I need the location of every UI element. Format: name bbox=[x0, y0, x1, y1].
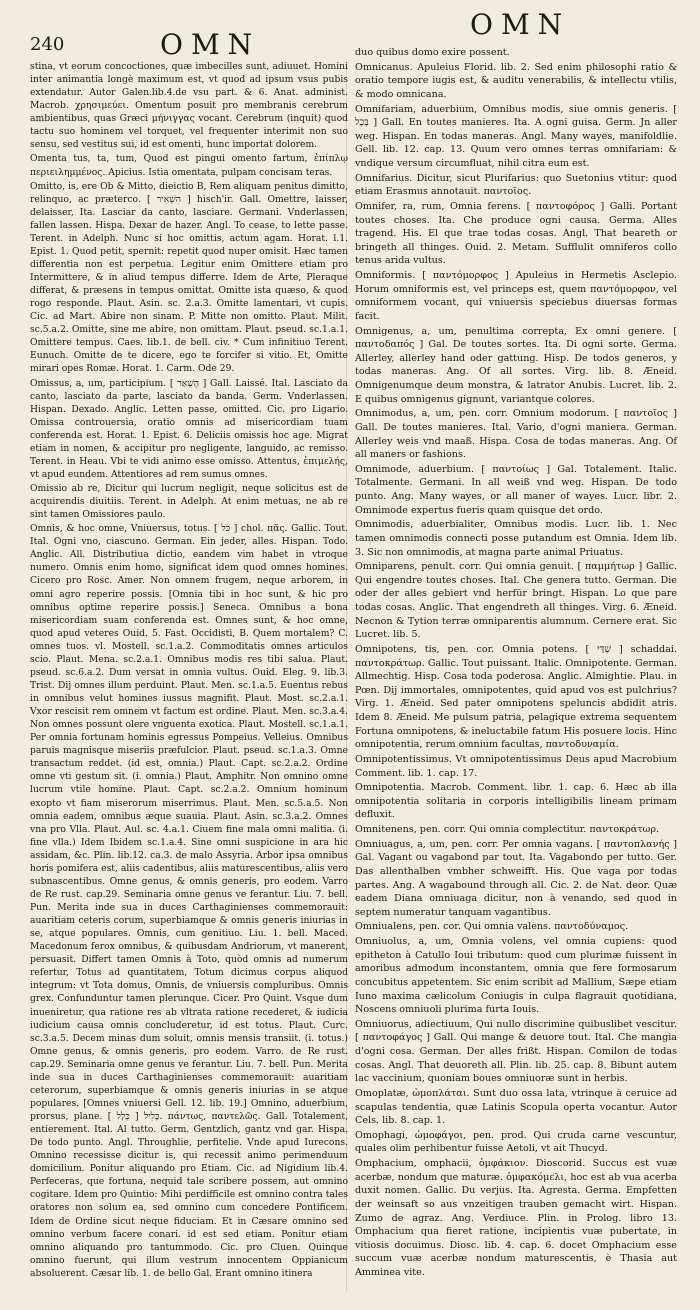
dictionary-entry: Omnimode, aduerbium. [ παντοίως ] Gal. Totalement. Italic. Totalmente. Germani. In all weiß vnd weg. Hispan. De todo punto. Ang. Many wayes, or all maner of wayes. Lucr. libr. 2. Omnimode expertus fueris quam quisque det ordo. bbox=[355, 463, 677, 516]
dictionary-entry: Omnicanus. Apuleius Florid. lib. 2. Sed enim philosophi ratio & oratio tempore iugis est, & auditu venerabilis, & intellectu vtilis, & modo omnicana. bbox=[355, 61, 677, 100]
right-column bbox=[355, 46, 677, 1280]
dictionary-entry: Omnifarius. Dicitur, sicut Plurifarius: quo Suetonius vtitur: quod etiam Erasmus annotauit. παντοῖος. bbox=[355, 172, 677, 198]
dictionary-entry: Omnimodis, aduerbialiter, Omnibus modis. Lucr. lib. 1. Nec tamen omnimodis connecti posse putandum est Omnia. Idem lib. 3. Sic non omnimodis, at magna parte animal Priuatus. bbox=[355, 519, 677, 558]
dictionary-entry: stina, vt eorum concoctiones, quæ imbecilles sunt, adiuuet. Homini inter animantia longè maximum est, vt quod ad ipsum vsus pubis extendatur. Autor Galen.lib.4.de vsu part. & 6. Anat. administ. Macrob. χρησιμεύει. Omentum posuit pro membranis cerebrum ambientibus, quas Græci μήνιγγας vocant. Cerebrum (inquit) quod tactu suo hominem vel torquet, vel frequenter interimit non suo sensu, sed vestitus sui, id est omenti, hunc importat dolorem. bbox=[30, 61, 348, 151]
dictionary-entry: Omnipotentissimus. Vt omnipotentissimus Deus apud Macrobium Comment. lib. 1. cap. 17. bbox=[355, 753, 677, 779]
dictionary-entry: Omniuorus, adiectiuum, Qui nullo discrimine quibuslibet vescitur. [ παντοφάγος ] Gall. Qui mange & deuore tout. Ital. Che mangia d'ogni cosa. German. Der alles frißt. Hispan. Comilon de todas cosas. Angl. That deuoreth all. Plin. lib. 25. cap. 8. Bibunt autem lac vaccinium, quoniam boues omniuoræ sunt in herbis. bbox=[355, 1018, 677, 1085]
dictionary-entry: Omoplatæ, ὠμοπλάται. Sunt duo ossa lata, vtrinque à ceruice ad scapulas tendentia, quæ Latinis Scopula operta vocantur. Autor Cels. lib. 8. cap. 1. bbox=[355, 1087, 677, 1127]
dictionary-entry: Omenta tus, ta, tum, Quod est pingui omento fartum, ἐπίπλῳ περιειλημμένος. Apicius. Istia omentata, pulpam concisam teras. bbox=[30, 153, 348, 178]
dictionary-entry: Omnifariam, aduerbium, Omnibus modis, siue omnis generis. [ בְּכָל ] Gall. En toutes manieres. Ita. A ogni guisa. Germ. Jn aller weg. Hispan. En todas maneras. Angl. Many wayes, manifoldlie. Gell. lib. 12. cap. 13. Quum vero omnes terras omnifariam: & vndique versum circumfluat, nihil citra eum est. bbox=[355, 103, 677, 169]
dictionary-entry: Omnimodus, a, um, pen. corr. Omnium modorum. [ παντοῖος ] Gall. De toutes manieres. Ital. Vario, d'ogni maniera. German. Allerley weis vnd maaß. Hispa. Cosa de todas maneras. Ang. Of all maners or fashions. bbox=[355, 408, 677, 461]
dictionary-entry: Omnitenens, pen. corr. Qui omnia complectitur. παντοκράτωρ. bbox=[355, 824, 660, 835]
running-head-right: OMN bbox=[470, 8, 571, 41]
running-head-left: OMN bbox=[160, 28, 261, 61]
dictionary-entry: Omophagi, ὠμοφάγοι, pen. prod. Qui cruda carne vescuntur, quales olim perhibentur fuisse Aetoli, vt ait Thucyd. bbox=[355, 1129, 677, 1155]
dictionary-entry: Omnigenus, a, um, penultima correpta, Ex omni genere. [ παντοδαπός ] Gal. De toutes sortes. Ita. Di ogni sorte. Germa. Allerley, allerley hand oder gattung. Hisp. De todos generos, y todas maneras. Ang. Of all sortes. Virg. lib. 8. Æneid. Omnigenumque deum monstra, & latrator Anubis. Lucret. lib. 2. E quibus omnigenus gignunt, variantque colores. bbox=[355, 325, 677, 405]
left-column bbox=[30, 60, 348, 1280]
dictionary-entry: duo quibus domo exire possent. bbox=[355, 47, 510, 58]
dictionary-entry: Omniparens, penult. corr. Qui omnia genuit. [ παμμήτωρ ] Gallic. Qui engendre toutes choses. Ital. Che genera tutto. German. Die oder der alles gebiert vnd herfür bringt. Hispan. Lo que pare todas cosas. Anglic. That engendreth all thinges. Virg. 6. Æneid. Necnon & Tytion terræ omniparentis alumnum. Cernere erat. Sic Lucret. lib. 5. bbox=[355, 561, 677, 641]
dictionary-entry: Omnifer, ra, rum, Omnia ferens. [ παντοφόρος ] Galli. Portant toutes choses. Ita. Che produce ogni causa. Germa. Alles tragend. His. El que trae todas cosas. Angl. That beareth or bringeth all thinges. Ouid. 2. Metam. Sufflulit omniferos collo tenus arida vultus. bbox=[355, 200, 677, 267]
dictionary-entry: Omitto, is, ere Ob & Mitto, dieictio B, Rem aliquam penitus dimitto, relinquo, ac præterco. [ הִשְׁאִיר ] hisch'ir. Gall. Omettre, laisser, delaisser, Ita. Lasciar da canto, lasciare. Germani. Vnderlassen, fallen lassen. Hispa. Dexar de hazer. Angl. To cease, to lette passe. Terent. in Adelph. Nunc si hoc omittis, actum agam. Horat. l.1. Epist. 1. Quod petit, spernit: repetit quod nuper omisit. Hæc tamen differentia non est perpetua. Legitur enim Omittere etiam pro Intermittere, & in aliud tempus differre. Idem de Arte, Pleraque differat, & præsens in tempus omittat. Omitte ista quæso, & quod rogo responde. Plaut. Asin. sc. 2.a.3. Omitte lamentari, vt cupis. Cic. ad Mart. Abire non sinam. P. Mitte non omitto. Plaut. Milit. sc.5.a.2. Omitte, sine me abire, non omittam. Plaut. pseud. sc.1.a.1. Omittere tempus. Caes. lib.1. de bell. civ. * Cum infinitiuo Terent. Eunuch. Omitte de te dicere, ego te forcifer si vitio. Et, Omitte mirari opes Romæ. Horat. 1. Carm. Ode 29. bbox=[30, 180, 348, 375]
dictionary-entry: Omniuolus, a, um, Omnia volens, vel omnia cupiens: quod epitheton à Catullo Ioui tributum: quod cum plurimæ fuissent in amoribus admodum inconstantem, omnia que fere formosarum concubitus appetentem. Sic enim scribit ad Mallium, Sæpe etiam Iuno maxima cælicolum Coniugis in culpa flagrauit quotidiana, Noscens omniuoli plurima furta Iouis. bbox=[355, 936, 677, 1016]
dictionary-entry: Omnipotentia. Macrob. Comment. libr. 1. cap. 6. Hæc ab illa omnipotentia solitaria in corporis intelligibilis lineam primam defluxit. bbox=[355, 782, 677, 821]
dictionary-entry: Omnis, & hoc omne, Vniuersus, totus. [ כֹּל ] chol. πᾶς. Gallic. Tout. Ital. Ogni vno, ciascuno. German. Ein jeder, alles. Hispan. Todo. Anglic. All. Distributiua dictio, eandem vim habet in vtroque numero. Omnis enim homo, significat idem quod omnes homines. Cicero pro Rosc. Amer. Non omnem frugem, neque arborem, in omni agro reperire possis. [Omnia tibi in hoc sunt, & hic pro omnibus optime reperire possis.] Seneca. Omnibus a bona misericordiam suam conferenda est. Omnes sunt, & hoc omne, quod apud veteres Ouid. 5. Fast. Occidisti, B. Quem mortalem? C. omnes tuos. vl. Mostell. sc.1.a.2. Commoditatis omnes articulos scio. Plaut. Mena. sc.2.a.1. Omnibus modis res tibi salua. Plaut. pseud. sc.6.a.2. Dum versat in omnia vultus. Ouid. Eleg. 9. lib.3. Trist. Dij omnes illum perduint. Plaut. Men. sc.1.a.5. Euentus rebus in omnibus velut homines iussus magnifit. Plaut. Most. sc.2.a.1. Vxor rescisit rem omnem vt factum est ordine. Plaut. Men. sc.3.a.4. Non omnes possunt olere vnguenta exotica. Plaut. Mostell. sc.1.a.1. Per omnia fortunam hominis egressus Pompeius. Velleius. Omnibus paruis magnisque miseriis præfulcior. Plaut. pseud. sc.1.a.3. Omne transactum reddet. (id est, omnia.) Plaut. Capt. sc.2.a.2. Ordine omne vti gestum sit. (i. omnia.) Plaut. Amphitr. Non omnino omne lucrum vtile homine. Plaut. Capt. sc.2.a.2. Omnium hominum exopto vt fiam miserorum miserrimus. Plaut. Men. sc.5.a.5. Non omnia eadem, omnibus æque suauia. Plaut. Asin. sc.3.a.2. Omnes vna pro Vlla. Plaut. Aul. sc. 4.a.1. Ciuem fine mala omni malitia. (i. fine vlla.) Idem Ibidem sc.1.a.4. Sine omni suspicione in ara hic assidam, &c. Plin. lib.12. ca.3. de malo Assyria. Arbor ipsa omnibus horis pomifera est, aliis cadentibus, aliis maturescentibus, aliis vero subnascentibus. Omne genus, & omnis generis, pro eodem. Varro de Re rust. cap.29. Seminaria omne genus ve ferantur. Liu. 7. bell. Pun. Merita inde sua in duces Carthaginienses commemorauit: auaritiam ceteris corum, superbiamque & omnis generis iniurias in se, atque populares. Omnis, cum genitiuo. Liu. 1. bell. Maced. Macedonum ferox omnibus, & quibusdam Andriorum, vt manerent, persuasit. Differt tamen Omnis à Toto, quòd omnis ad numerum refertur, Totus ad quantitatem, Totum dicimus corpus aliquod integrum: vt Tota domus, Omnis, de vniuersis compluribus. Omnis grex. Confunduntur tamen plerunque. Cicer. Pro Quint. Vsque dum inueniretur, qua ratione res ab vltrata ratione recederet, & iudicia iudicium causa omnis concluderetur, id est totus. Plaut. Curc. sc.3.a.5. Decem minas dum soluit, omnis mensis transiit. (i. totus.) Omne genus, & omnis generis, pro eodem. Varro. de Re rust. cap.29. Seminaria omne genus ve ferantur. Liu. 7. bell. Pun. Merita inde sua in duces Carthaginienses commemorauit: auaritiam ceterorum, superbiamque & omnis generis iniurias in se atque populares. [Omnes vniuersi Gell. 12. lib. 19.] Omnino, aduerbium, prorsus, plane. [ כְּלָל ] כָּלִיל. πάντως, παντελῶς. Gall. Totalement, entierement. Ital. Al tutto. Germ. Gentzlich, gantz vnd gar. Hispa. De todo punto. Angl. Throughlie, perfitelie. Vnde apud Iurecons. Omnino recessisse dicitur is, qui recessit animo perimenduum domicilium. Ponitur aliquando pro Etiam. Cic. ad Nigidium lib.4. Perfeceras, que fortuna, nequid tale scribere possem, aut omnino cogitare. Idem pro Quintio: Mihi perdifficile est omnino contra tales oratores non solum ea, sed omnino cum concedere Pontificem. Idem de Ordine sicut neque fiduciam. Et in Cæsare omnino sed omnino verbum facere conari. id est sed etiam. Ponitur etiam omnino aliquando pro tantummodo. Cic. pro Cluen. Quinque omnino fuerunt, qui illum vestrum innocentem Oppianicum absoluerent. Cæsar lib. 1. de bello Gal. Erant omnino itinera bbox=[30, 523, 348, 1279]
dictionary-entry: Omniuagus, a, um, pen. corr. Per omnia vagans. [ παντοπλανής ] Gal. Vagant ou vagabond par tout. Ita. Vagabondo per tutto. Ger. Das allenthalben vmbher schweifft. His. Que vaga por todas partes. Ang. A wagabound through all. Cic. 2. de Nat. deor. Quæ eadem Diana omniuaga dicitur, non à venando, sed quod in septem numeratur tanquam vagantibus. bbox=[355, 838, 677, 918]
page-number: 240 bbox=[30, 34, 65, 55]
dictionary-entry: Omissus, a, um, participium. [ הֻשְׁאַר ] Gall. Laissé. Ital. Lasciato da canto, lasciato da parte, lasciato da banda. Germ. Vnderlassen. Hispan. Dexado. Anglic. Letten passe, omitted. Cic. pro Ligario. Omissa controuersia, oratio omnis ad misericordiam tuam conferenda est. Horat. 1. Epist. 6. Deliciis omissis hoc age. Migrat etiam in nomen, & accipitur pro negligente, languido, ac remisso. Terent. in Heau. Vbi te vidi animo esse omisso. Attentus, ἐπιμελής, vt apud eundem. Attentiores ad rem sumus omnes. bbox=[30, 377, 348, 480]
dictionary-entry: Omniualens, pen. cor. Qui omnia valens. παντοδύναμος. bbox=[355, 921, 629, 933]
dictionary-entry: Omissio ab re, Dicitur qui lucrum negligit, neque solicitus est de acquirendis diuitiis. Terent. in Adelph. At enim metuas, ne ab re sint tamen Omissiores paulo. bbox=[30, 483, 348, 521]
dictionary-entry: Omnipotens, tis, pen. cor. Omnia potens. [ שַׁדַּי ] schaddai. παντοκράτωρ. Gallic. Tout puissant. Italic. Omnipotente. German. Allmechtig. Hisp. Cosa toda poderosa. Anglic. Almightie. Plau. in Pœn. Dij immortales, omnipotentes, quid apud vos est pulchrius? Virg. 1. Æneid. Sed pater omnipotens speluncis abdidit atris. Idem 8. Æneid. Me pulsum patria, pelagique extrema sequentem Fortuna omnipotens, & ineluctabile fatum His posuere locis. Hinc omnipotentia, rerum omnium facultas, παντοδυναμία. bbox=[355, 643, 677, 751]
dictionary-entry: Omniformis. [ παντόμορφος ] Apuleius in Hermetis Asclepio. Horum omniformis est, vel princeps est, quem παντόμορφον, vel omniformem vocant, qui vniuersis speciebus diuersas formas facit. bbox=[355, 270, 677, 322]
dictionary-entry: Omphacium, omphacii, ὀμφάκιον. Dioscorid. Succus est vuæ acerbæ, nondum que maturæ. ὀμφακόμελι, hoc est ab vua acerba duxit nomen. Gallic. Du verjus. Ita. Agresta. Germa. Empfetten der weinsaft so aus vnzeitigen trauben gemacht wirt. Hispan. Zumo de agraz. Ang. Verdiuce. Plin. in Prolog. libro 13. Omphacium qua fieret ratione, incipientis vuæ pubertate, in vitiosis docuimus. Diosc. lib. 4. cap. 6. docet Omphacium esse succum vuæ acerbæ nondum maturescentis, è Thasia aut Amminea vite. bbox=[355, 1158, 677, 1278]
